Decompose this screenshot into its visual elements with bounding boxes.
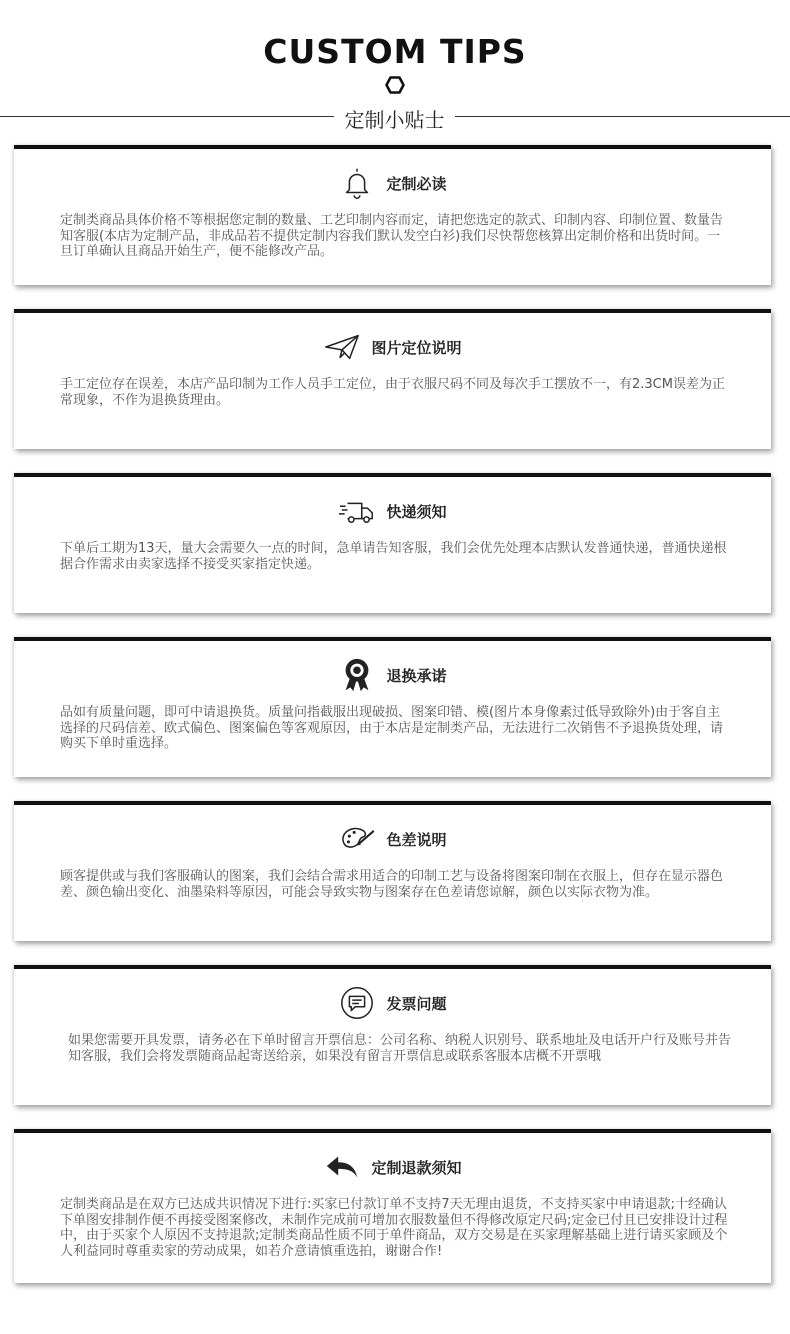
card-header <box>14 1147 771 1187</box>
tip-card-return-promise <box>14 637 771 777</box>
card-header <box>14 655 771 695</box>
card-title: 色差说明 <box>386 830 447 849</box>
card-title: 快递须知 <box>386 502 447 521</box>
card-header <box>14 819 771 859</box>
card-body: 如果您需要开具发票，请务必在下单时留言开票信息：公司名称、纳税人识别号、联系地址及电话开户行及账号并告知客服，我们会将发票随商品起寄送给亲，如果没有留言开票信息或联系客服本店概不开票哦 <box>68 1033 732 1064</box>
page-subtitle: 定制小贴士 <box>344 108 445 132</box>
divider-right <box>455 116 790 117</box>
card-title: 退换承诺 <box>386 666 447 685</box>
paper-plane-icon <box>323 328 361 366</box>
card-body: 顾客提供或与我们客服确认的图案，我们会结合需求用适合的印制工艺与设备将图案印制在衣服上，但存在显示器色差、颜色输出变化、油墨染料等原因，可能会导致实物与图案存在色差请您谅解，颜色以实际衣物为准。 <box>60 869 724 900</box>
tip-card-color-difference <box>14 801 771 941</box>
delivery-truck-icon <box>338 492 376 530</box>
card-title: 定制必读 <box>386 174 447 193</box>
invoice-message-icon <box>338 984 376 1022</box>
card-body: 定制类商品具体价格不等根据您定制的数量、工艺印制内容而定，请把您选定的款式、印制内容、印制位置、数量告知客服(本店为定制产品，非成品若不提供定制内容我们默认发空白衫)我们尽快帮您核算出定制价格和出货时间。一旦订单确认且商品开始生产，便不能修改产品。 <box>60 213 724 259</box>
tip-card-image-position <box>14 309 771 449</box>
card-body: 品如有质量问题，即可中请退换货。质量问指截服出现破损、图案印错、模(图片本身像素过低导致除外)由于客自主选择的尺码信差、欧式偏色、图案偏色等客观原因，由于本店是定制类产品，无法进行二次销售不予退换货处理，请购买下单时重选择。 <box>60 705 724 751</box>
tip-card-delivery <box>14 473 771 613</box>
card-header <box>14 983 771 1023</box>
card-title: 发票问题 <box>386 994 447 1013</box>
award-ribbon-icon <box>338 656 376 694</box>
page-header <box>0 0 790 140</box>
hexagon-icon <box>385 76 405 94</box>
card-header <box>14 163 771 203</box>
tip-card-custom-notice <box>14 145 771 285</box>
card-body: 下单后工期为13天，量大会需要久一点的时间，急单请告知客服，我们会优先处理本店默认发普通快递，普通快递根据合作需求由卖家选择不接受买家指定快递。 <box>60 541 727 572</box>
card-title: 图片定位说明 <box>371 338 462 357</box>
divider-left <box>0 116 334 117</box>
bell-icon <box>338 164 376 202</box>
tip-card-invoice <box>14 965 771 1105</box>
palette-brush-icon <box>338 820 376 858</box>
card-body: 手工定位存在误差，本店产品印制为工作人员手工定位，由于衣服尺码不同及每次手工摆放不一，有2.3CM误差为正常现象，不作为退换货理由。 <box>60 377 725 408</box>
page-title: CUSTOM TIPS <box>263 32 527 71</box>
card-body: 定制类商品是在双方已达成共识情况下进行:买家已付款订单不支持7天无理由退货，不支持买家中申请退款;十经确认下单图安排制作便不再接受图案修改，未制作完成前可增加衣服数量但不得修改原定尺码;定金已付且已安排设计过程中，由于买家个人原因不支持退款;定制类商品性质不同于单件商品，双方交易是在买家理解基础上进行请买家顾及个人利益同时尊重卖家的劳动成果，如若介意请慎重选拍，谢谢合作! <box>60 1197 728 1259</box>
card-header <box>14 491 771 531</box>
tip-card-refund-notice <box>14 1129 771 1283</box>
card-header <box>14 327 771 367</box>
reply-arrow-icon <box>323 1148 361 1186</box>
card-title: 定制退款须知 <box>371 1158 462 1177</box>
